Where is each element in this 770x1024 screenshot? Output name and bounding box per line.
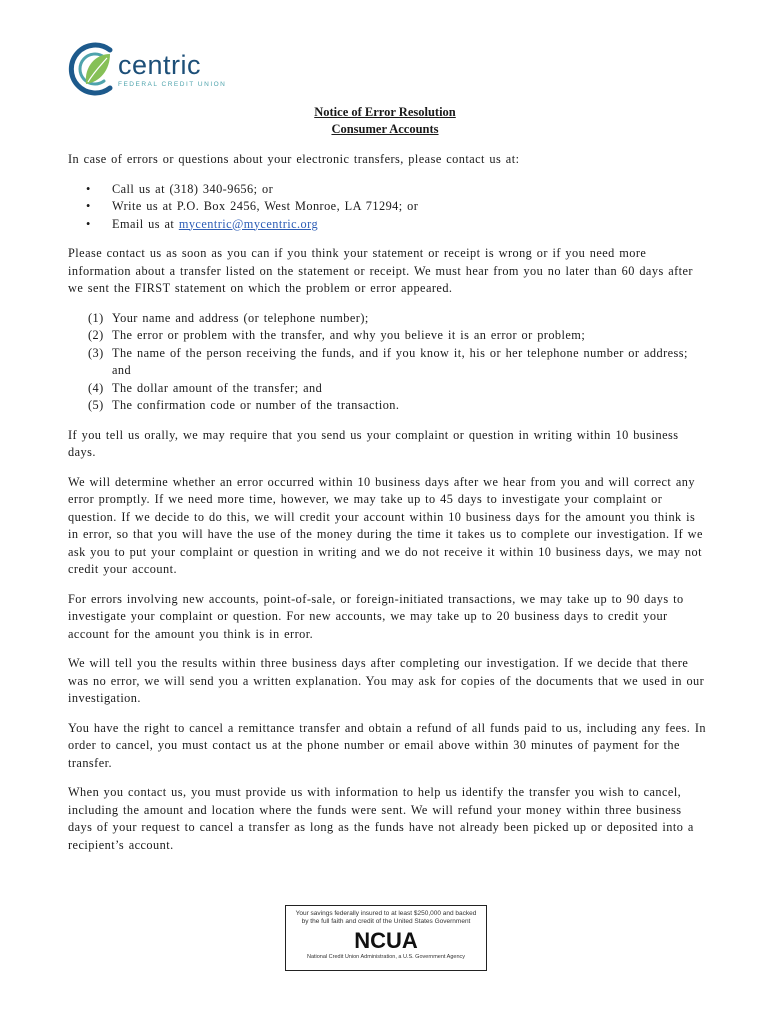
- notice-subtitle: Consumer Accounts: [331, 122, 439, 136]
- list-item-text: The name of the person receiving the funds, and if you know it, his or her telephone number or address; and: [112, 345, 688, 377]
- contact-paragraph: Please contact us as soon as you can if you think your statement or receipt is wrong or if you need more information about a transfer listed on the statement or receipt. We must hear from you no later than 60 days after we sent the FIRST statement on which the problem or error appeared.: [68, 246, 693, 295]
- list-item-number: (3): [88, 345, 104, 360]
- investigation-paragraph: We will determine whether an error occurred within 10 business days after we hear from you and will correct any error promptly. If we need more time, however, we may take up to 45 days to investigate your complaint or question. If we decide to do this, we will credit your account within 10 business days for the amount you think is in error, so that you will have the use of the money during the time it takes us to complete our investigation. If we ask you to put your complaint or question in writing and we do not receive it within 10 business days, we may not credit your account.: [68, 474, 703, 576]
- email-prefix: Email us at: [112, 216, 179, 231]
- required-info-list: [68, 310, 708, 415]
- list-item: [68, 380, 708, 398]
- ncua-insured-line: Your savings federally insured to at least $250,000 and backed: [295, 910, 477, 917]
- intro-paragraph: In case of errors or questions about your electronic transfers, please contact us at:: [68, 152, 520, 166]
- list-item: [68, 345, 708, 380]
- contact-write: • Write us at P.O. Box 2456, West Monroe, LA 71294; or: [112, 198, 708, 216]
- list-item: [68, 310, 708, 328]
- ncua-backed-line: by the full faith and credit of the United States Government: [301, 918, 471, 925]
- list-item-number: (2): [88, 328, 104, 342]
- notice-title: Notice of Error Resolution: [314, 105, 456, 119]
- notice-heading: [0, 104, 770, 138]
- list-item: [68, 327, 708, 345]
- list-item-number: (5): [88, 398, 104, 412]
- contact-email: [112, 216, 708, 234]
- contact-list: [68, 181, 708, 234]
- oral-notice-paragraph: If you tell us orally, we may require that you send us your complaint or question in writing within 10 business days.: [68, 427, 679, 459]
- list-item-text: The confirmation code or number of the transaction.: [112, 398, 400, 412]
- refund-paragraph: When you contact us, you must provide us with information to help us identify the transfer you wish to cancel, including the amount and location where the funds were sent. We will refund your money within three business days of your request to cancel a transfer as long as the funds have not already been picked up or deposited into a recipient’s account.: [68, 785, 694, 852]
- list-item-text: The error or problem with the transfer, and why you believe it is an error or problem;: [112, 328, 586, 342]
- list-item: [68, 397, 708, 415]
- new-accounts-paragraph: For errors involving new accounts, point-of-sale, or foreign-initiated transactions, we may take up to 90 days to investigate your complaint or question. For new accounts, we may take up to 20 business days to credit your account for the amount you think is in error.: [68, 591, 684, 641]
- brand-subtitle: FEDERAL CREDIT UNION: [118, 81, 227, 88]
- notice-body: [68, 151, 708, 866]
- contact-call: • Call us at (318) 340-9656; or: [112, 181, 708, 199]
- brand-name: centric: [118, 50, 202, 80]
- list-item-number: (4): [88, 380, 104, 395]
- results-paragraph: We will tell you the results within three business days after completing our investigation. If we decide that there was no error, we will send you a written explanation. You may ask for copies of the documents that we used in our investigation.: [68, 656, 705, 705]
- ncua-logo: NCUA: [354, 928, 418, 953]
- list-item-number: (1): [88, 310, 104, 325]
- ncua-insurance-badge: [285, 905, 487, 971]
- email-link[interactable]: mycentric@mycentric.org: [178, 216, 319, 231]
- ncua-agency-line: National Credit Union Administration, a U.S. Government Agency: [306, 954, 466, 960]
- list-item-text: Your name and address (or telephone number);: [112, 310, 369, 325]
- cancellation-paragraph: You have the right to cancel a remittance transfer and obtain a refund of all funds paid to us, including any fees. In order to cancel, you must contact us at the phone number or email above within 30 minutes of payment for the transfer.: [68, 720, 706, 770]
- list-item-text: The dollar amount of the transfer; and: [112, 380, 323, 395]
